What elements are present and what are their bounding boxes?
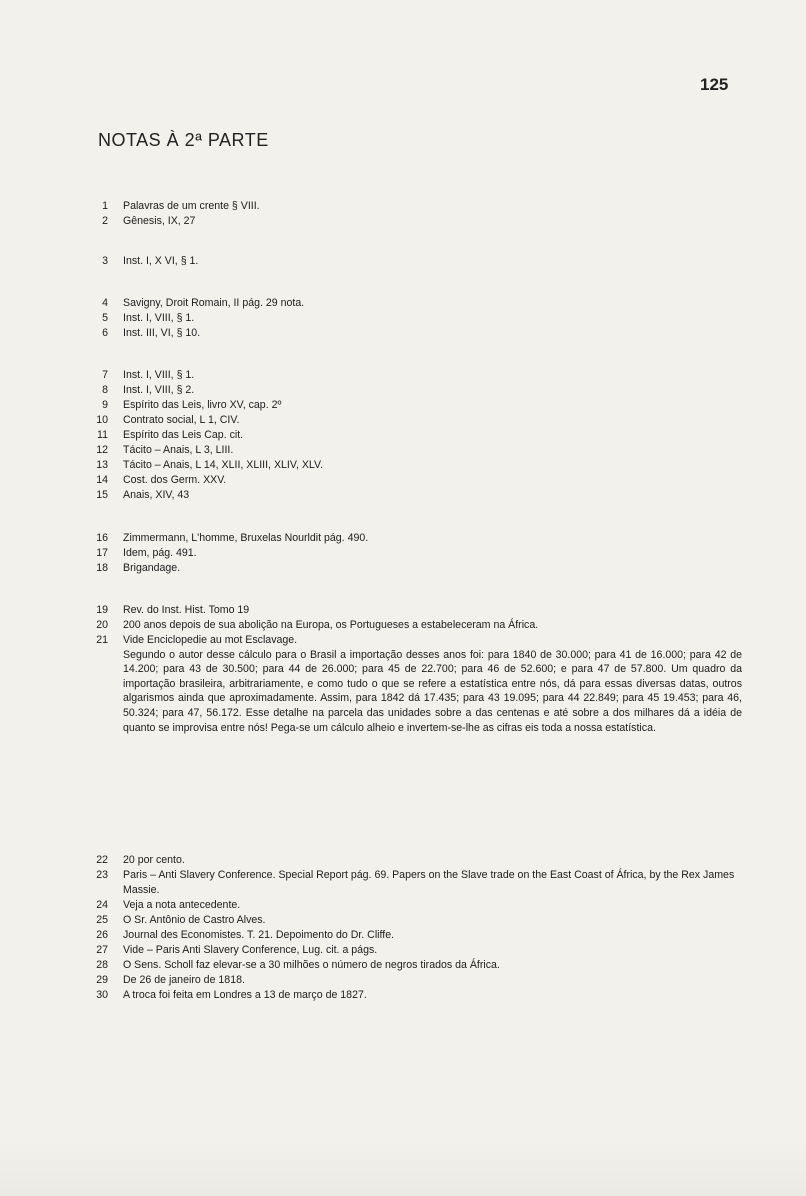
note-text: Inst. I, X VI, § 1. — [123, 255, 199, 267]
note-item — [92, 531, 742, 546]
note-number: 7 — [102, 369, 108, 381]
note-number: 27 — [96, 944, 108, 956]
note-item — [92, 988, 742, 1003]
note-number: 15 — [96, 489, 108, 501]
note-item — [92, 383, 742, 398]
note-text: Journal des Economistes. T. 21. Depoimento do Dr. Cliffe. — [123, 929, 395, 941]
note-text: O Sens. Scholl faz elevar-se a 30 milhões o número de negros tirados da África. — [123, 959, 500, 971]
note-item — [92, 633, 742, 735]
note-text: Idem, pág. 491. — [123, 547, 197, 559]
note-item — [92, 488, 742, 503]
note-item — [92, 618, 742, 633]
note-number: 25 — [96, 914, 108, 926]
note-item — [92, 413, 742, 428]
note-number: 22 — [96, 854, 108, 866]
note-item — [92, 958, 742, 973]
note-item — [92, 199, 742, 214]
note-item — [92, 473, 742, 488]
note-item — [92, 928, 742, 943]
note-item — [92, 311, 742, 326]
note-number: 6 — [102, 327, 108, 339]
note-number: 1 — [102, 200, 108, 212]
note-number: 5 — [102, 312, 108, 324]
note-number: 26 — [96, 929, 108, 941]
note-text: O Sr. Antônio de Castro Alves. — [123, 914, 266, 926]
note-item — [92, 561, 742, 576]
note-number: 29 — [96, 974, 108, 986]
note-number: 28 — [96, 959, 108, 971]
note-text: 20 por cento. — [123, 854, 185, 866]
note-text: Contrato social, L 1, CIV. — [123, 414, 240, 426]
note-item — [92, 973, 742, 988]
note-item — [92, 943, 742, 958]
note-number: 9 — [102, 399, 108, 411]
note-text: Vide Enciclopedie au mot Esclavage. — [123, 634, 298, 646]
note-item — [92, 898, 742, 913]
note-text: Tácito – Anais, L 3, LIII. — [123, 444, 234, 456]
note-item — [92, 603, 742, 618]
note-number: 30 — [96, 989, 108, 1001]
note-number: 13 — [96, 459, 108, 471]
note-text: Savigny, Droit Romain, II pág. 29 nota. — [123, 297, 305, 309]
note-number: 2 — [102, 215, 108, 227]
note-text: Zimmermann, L'homme, Bruxelas Nourldit pág. 490. — [123, 532, 369, 544]
note-number: 19 — [96, 604, 108, 616]
note-number: 24 — [96, 899, 108, 911]
note-text: Espírito das Leis Cap. cit. — [123, 429, 244, 441]
note-text: Veja a nota antecedente. — [123, 899, 241, 911]
note-text: 200 anos depois de sua abolição na Europa, os Portugueses a estabeleceram na África. — [123, 619, 539, 631]
note-text: Inst. I, VIII, § 1. — [123, 312, 195, 324]
note-text: Inst. I, VIII, § 1. — [123, 369, 195, 381]
note-text: Espírito das Leis, livro XV, cap. 2º — [123, 399, 282, 411]
note-paragraph: Segundo o autor desse cálculo para o Brasil a importação desses anos foi: para 1840 de 30.000; para 41 de 16.000; para 42 de 14.200; para 43 de 30.500; para 44 de 26.000; para 45 de 22.700; para 46 de 52.600; e para 47 de 57.800. Um quadro da importação brasileira, arbitrariamente, e como tudo o que se refere a estatística entre nós, dá para essas diversas datas, outros algarismos ainda que aproximadamente. Assim, para 1842 dá 17.435; para 43 19.095; para 44 22.849; para 45 19.453; para 46, 50.324; para 47, 56.172. Esse detalhe na parcela das unidades sobre a das centenas e até sobre a dos milhares dá a idéia de quanto se improvisa entre nós! Pega-se um cálculo alheio e invertem-se-lhe as cifras eis toda a nossa estatística. — [123, 648, 742, 734]
note-number: 14 — [96, 474, 108, 486]
note-text: Gênesis, IX, 27 — [123, 215, 196, 227]
note-text: Inst. III, VI, § 10. — [123, 327, 201, 339]
note-item — [92, 214, 742, 229]
note-number: 4 — [102, 297, 108, 309]
note-text: Cost. dos Germ. XXV. — [123, 474, 227, 486]
note-item — [92, 868, 742, 897]
note-number: 18 — [96, 562, 108, 574]
note-number: 16 — [96, 532, 108, 544]
note-number: 20 — [96, 619, 108, 631]
note-number: 21 — [96, 634, 108, 646]
note-item — [92, 458, 742, 473]
note-item — [92, 398, 742, 413]
note-number: 17 — [96, 547, 108, 559]
note-number: 3 — [102, 255, 108, 267]
note-item — [92, 296, 742, 311]
note-item — [92, 254, 742, 269]
note-item — [92, 428, 742, 443]
note-item — [92, 326, 742, 341]
note-text: De 26 de janeiro de 1818. — [123, 974, 245, 986]
note-item — [92, 368, 742, 383]
note-text: A troca foi feita em Londres a 13 de março de 1827. — [123, 989, 367, 1001]
note-text: Anais, XIV, 43 — [123, 489, 190, 501]
section-title: NOTAS À 2ª PARTE — [98, 130, 269, 150]
note-text: Inst. I, VIII, § 2. — [123, 384, 195, 396]
note-item — [92, 853, 742, 868]
note-text: Palavras de um crente § VIII. — [123, 200, 260, 212]
note-text: Vide – Paris Anti Slavery Conference, Lug. cit. a págs. — [123, 944, 378, 956]
note-item — [92, 546, 742, 561]
page-edge-shadow — [0, 1140, 806, 1196]
note-number: 23 — [96, 869, 108, 881]
note-text: Brigandage. — [123, 562, 181, 574]
note-number: 8 — [102, 384, 108, 396]
note-item — [92, 913, 742, 928]
note-text: Paris – Anti Slavery Conference. Special Report pág. 69. Papers on the Slave trade on the East Coast of África, by the Rex James Massie. — [123, 869, 735, 896]
note-number: 12 — [96, 444, 108, 456]
note-number: 11 — [97, 429, 108, 441]
note-number: 10 — [96, 414, 108, 426]
note-text: Rev. do Inst. Hist. Tomo 19 — [123, 604, 250, 616]
page-number: 125 — [700, 75, 729, 94]
note-item — [92, 443, 742, 458]
note-text: Tácito – Anais, L 14, XLII, XLIII, XLIV, XLV. — [123, 459, 324, 471]
